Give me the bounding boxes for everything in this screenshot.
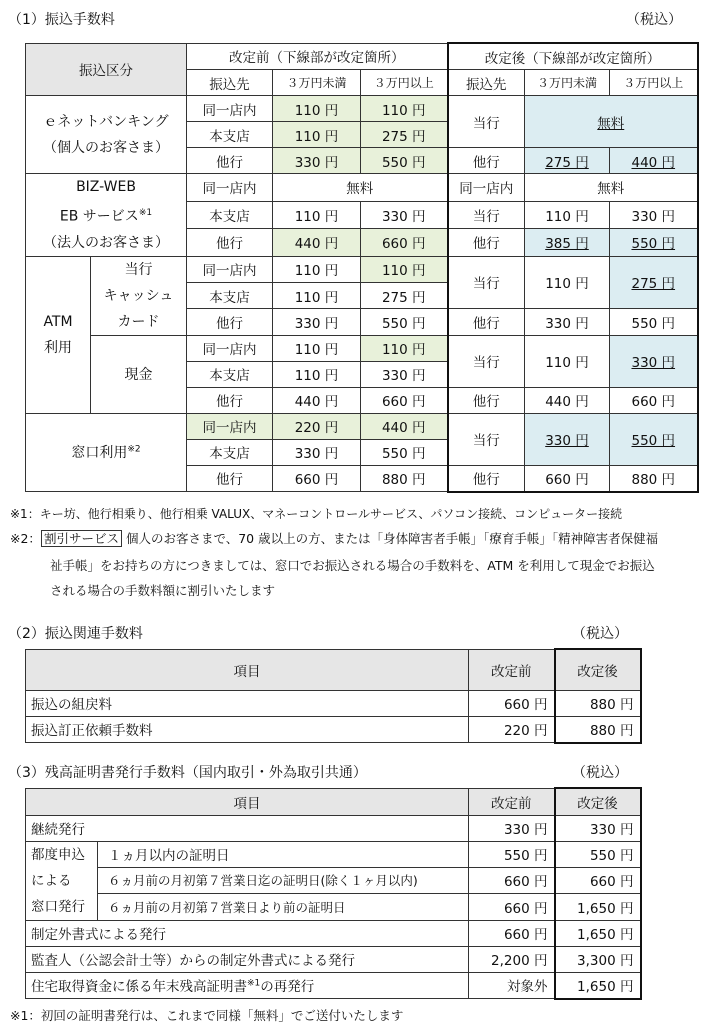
cell-before: 2,200 円	[469, 946, 555, 972]
header-after: 改定後	[555, 649, 641, 690]
enet-label-2: （個人のお客さま）	[43, 139, 169, 156]
header-after: 改定後	[555, 788, 641, 815]
row-card-label	[91, 256, 187, 335]
header-after: 改定後（下線部が改定箇所）	[448, 43, 698, 70]
cell-fee: 550 円	[610, 413, 698, 465]
cell-fee: 330 円	[361, 361, 448, 387]
cell-fee: 550 円	[361, 439, 448, 465]
header-before: 改定前	[469, 649, 555, 690]
cell-after: 880 円	[555, 690, 641, 716]
cell-after: 550 円	[555, 841, 641, 867]
cell-dest: 他行	[448, 148, 525, 174]
cell-fee: 660 円	[361, 387, 448, 413]
note-2-cont-1: 祉手帳」をお持ちの方につきましては、窓口でお振込される場合の手数料を、ATM を利用して現金でお振込	[50, 558, 655, 573]
cell-fee: 110 円	[525, 256, 610, 309]
biz-label-2: EB サービス$^{※1}$	[59, 208, 153, 225]
card-label-3: カード	[117, 313, 160, 330]
cell-dest: 当行	[448, 201, 525, 229]
card-label-2: キャッシュ	[103, 287, 174, 304]
cell-fee: 550 円	[610, 229, 698, 257]
cell-dest: 当行	[448, 256, 525, 309]
cell-before: 660 円	[469, 894, 555, 920]
cell-fee: 110 円	[273, 282, 361, 308]
cell-after: 3,300 円	[555, 946, 641, 972]
biz-label-3: （法人のお客さま）	[43, 234, 169, 251]
cell-fee: 330 円	[610, 335, 698, 387]
cell-fee: 275 円	[610, 256, 698, 309]
cell-fee: 330 円	[273, 309, 361, 335]
cell-dest: 他行	[187, 148, 273, 174]
cell-dest: 他行	[187, 309, 273, 335]
header-over-after: ３万円以上	[610, 70, 698, 96]
cell-fee: 550 円	[361, 148, 448, 174]
cell-dest: 他行	[448, 309, 525, 335]
cell-fee: 880 円	[361, 465, 448, 492]
header-over: ３万円以上	[361, 70, 448, 96]
header-before: 改定前	[469, 788, 555, 815]
cell-after: 660 円	[555, 867, 641, 893]
biz-label-1: BIZ-WEB	[76, 179, 136, 195]
header-item: 項目	[26, 788, 469, 815]
balance-cert-fee-table	[25, 787, 642, 1000]
section3-tax-note: （税込）	[572, 765, 628, 781]
discount-service-box: 割引サービス	[41, 530, 122, 547]
row-label: 継続発行	[26, 815, 469, 841]
cell-dest: 他行	[187, 229, 273, 257]
row-atm-label	[26, 256, 91, 413]
enet-label-1: ｅネットバンキング	[43, 113, 169, 130]
cell-dest: 本支店	[187, 439, 273, 465]
cell-fee: 660 円	[610, 387, 698, 413]
cell-fee: 440 円	[273, 229, 361, 257]
cell-dest: 本支店	[187, 361, 273, 387]
cell-fee: 110 円	[361, 256, 448, 282]
cell-dest: 本支店	[187, 282, 273, 308]
header-kubun: 振込区分	[26, 43, 187, 96]
cell-fee: 330 円	[273, 439, 361, 465]
cell-before: 660 円	[469, 920, 555, 946]
cell-dest: 当行	[448, 335, 525, 387]
cell-fee: 110 円	[525, 335, 610, 387]
cell-fee: 440 円	[525, 387, 610, 413]
cell-fee: 440 円	[273, 387, 361, 413]
cell-fee: 330 円	[361, 201, 448, 229]
card-label-1: 当行	[124, 261, 153, 278]
header-item: 項目	[26, 649, 469, 690]
cell-dest: 同一店内	[187, 413, 273, 439]
row-label: 住宅取得資金に係る年末残高証明書$^{※1}$の再発行	[26, 972, 469, 999]
related-fee-table	[25, 648, 642, 744]
group-label-3: 窓口発行	[31, 898, 85, 915]
cell-dest: 他行	[187, 465, 273, 492]
row-label: ６ヵ月前の月初第７営業日迄の証明日(除く１ヶ月以内)	[98, 867, 469, 893]
cell-dest: 本支店	[187, 201, 273, 229]
cell-fee: 275 円	[361, 122, 448, 148]
cell-after: 330 円	[555, 815, 641, 841]
cell-before: 330 円	[469, 815, 555, 841]
cell-dest: 他行	[448, 387, 525, 413]
cell-before: 660 円	[469, 690, 555, 716]
cell-fee: 330 円	[525, 413, 610, 465]
cell-fee: 330 円	[273, 148, 361, 174]
atm-label-2: 利用	[44, 339, 72, 356]
note-1: ※1：キー坊、他行相乗り、他行相乗 VALUX、マネーコントロールサービス、パソコン接続、コンピューター接続	[10, 507, 623, 521]
transfer-fee-table	[25, 42, 699, 493]
cell-fee: 330 円	[610, 201, 698, 229]
cell-after: 1,650 円	[555, 972, 641, 999]
atm-label-1: ATM	[43, 313, 73, 330]
cell-fee: 440 円	[610, 148, 698, 174]
cell-fee: 550 円	[610, 309, 698, 335]
cell-dest: 同一店内	[187, 335, 273, 361]
row-label: 監査人（公認会計士等）からの制定外書式による発行	[26, 946, 469, 972]
cell-dest: 同一店内	[187, 96, 273, 122]
row-label: ６ヵ月前の月初第７営業日より前の証明日	[98, 894, 469, 920]
cell-fee: 440 円	[361, 413, 448, 439]
cell-fee: 110 円	[273, 361, 361, 387]
section1-title: （1）振込手数料	[8, 12, 115, 28]
cell-dest: 同一店内	[187, 256, 273, 282]
section1-tax-note: （税込）	[626, 12, 682, 28]
row-group-label	[26, 841, 98, 920]
cell-fee: 110 円	[273, 96, 361, 122]
header-dest-after: 振込先	[448, 70, 525, 96]
cell-fee: 880 円	[610, 465, 698, 492]
cell-fee-free: 無料	[273, 174, 448, 202]
cell-fee: 110 円	[525, 201, 610, 229]
cell-fee: 110 円	[361, 96, 448, 122]
row-enet-label	[26, 96, 187, 174]
cell-dest: 同一店内	[448, 174, 525, 202]
cell-fee-free: 無料	[525, 96, 698, 148]
group-label-1: 都度申込	[31, 846, 85, 863]
cell-fee: 330 円	[525, 309, 610, 335]
cell-before: 660 円	[469, 867, 555, 893]
cell-fee: 660 円	[273, 465, 361, 492]
header-before: 改定前（下線部が改定箇所）	[187, 43, 448, 70]
cell-dest: 当行	[448, 413, 525, 465]
cell-dest: 本支店	[187, 122, 273, 148]
section2-tax-note: （税込）	[572, 626, 628, 642]
cell-fee: 220 円	[273, 413, 361, 439]
cell-dest: 同一店内	[187, 174, 273, 202]
row-label: １ヵ月以内の証明日	[98, 841, 469, 867]
header-under-after: ３万円未満	[525, 70, 610, 96]
note-2: ※2： 割引サービス 個人のお客さまで、70 歳以上の方、または「身体障害者手帳」「療育手帳」「精神障害者保健福	[10, 531, 659, 546]
cell-after: 1,650 円	[555, 920, 641, 946]
note-2-cont-2: される場合の手数料額に割引いたします	[50, 583, 276, 598]
cell-after: 1,650 円	[555, 894, 641, 920]
cell-dest: 他行	[448, 229, 525, 257]
cell-fee: 660 円	[525, 465, 610, 492]
cell-before: 550 円	[469, 841, 555, 867]
section2-title: （2）振込関連手数料	[8, 626, 143, 642]
cell-fee: 110 円	[361, 335, 448, 361]
cell-before: 220 円	[469, 716, 555, 743]
cell-fee: 110 円	[273, 335, 361, 361]
cell-fee: 275 円	[361, 282, 448, 308]
header-dest: 振込先	[187, 70, 273, 96]
cell-fee: 110 円	[273, 256, 361, 282]
row-cash-label: 現金	[91, 335, 187, 413]
section3-title: （3）残高証明書発行手数料（国内取引・外為取引共通）	[8, 765, 367, 781]
cell-dest: 他行	[448, 465, 525, 492]
cell-fee: 385 円	[525, 229, 610, 257]
group-label-2: による	[31, 872, 72, 889]
cell-fee: 110 円	[273, 122, 361, 148]
section3-note: ※1：初回の証明書発行は、これまで同様「無料」でご送付いたします	[10, 1008, 404, 1023]
cell-fee: 660 円	[361, 229, 448, 257]
header-under: ３万円未満	[273, 70, 361, 96]
row-label: 振込訂正依頼手数料	[26, 716, 469, 743]
cell-before: 対象外	[469, 972, 555, 999]
row-label: 制定外書式による発行	[26, 920, 469, 946]
cell-dest: 当行	[448, 96, 525, 148]
cell-fee: 110 円	[273, 201, 361, 229]
cell-fee: 275 円	[525, 148, 610, 174]
cell-after: 880 円	[555, 716, 641, 743]
cell-dest: 他行	[187, 387, 273, 413]
cell-fee: 550 円	[361, 309, 448, 335]
row-biz-label	[26, 174, 187, 257]
row-window-label: 窓口利用$^{※2}$	[26, 413, 187, 492]
cell-fee-free: 無料	[525, 174, 698, 202]
row-label: 振込の組戻料	[26, 690, 469, 716]
